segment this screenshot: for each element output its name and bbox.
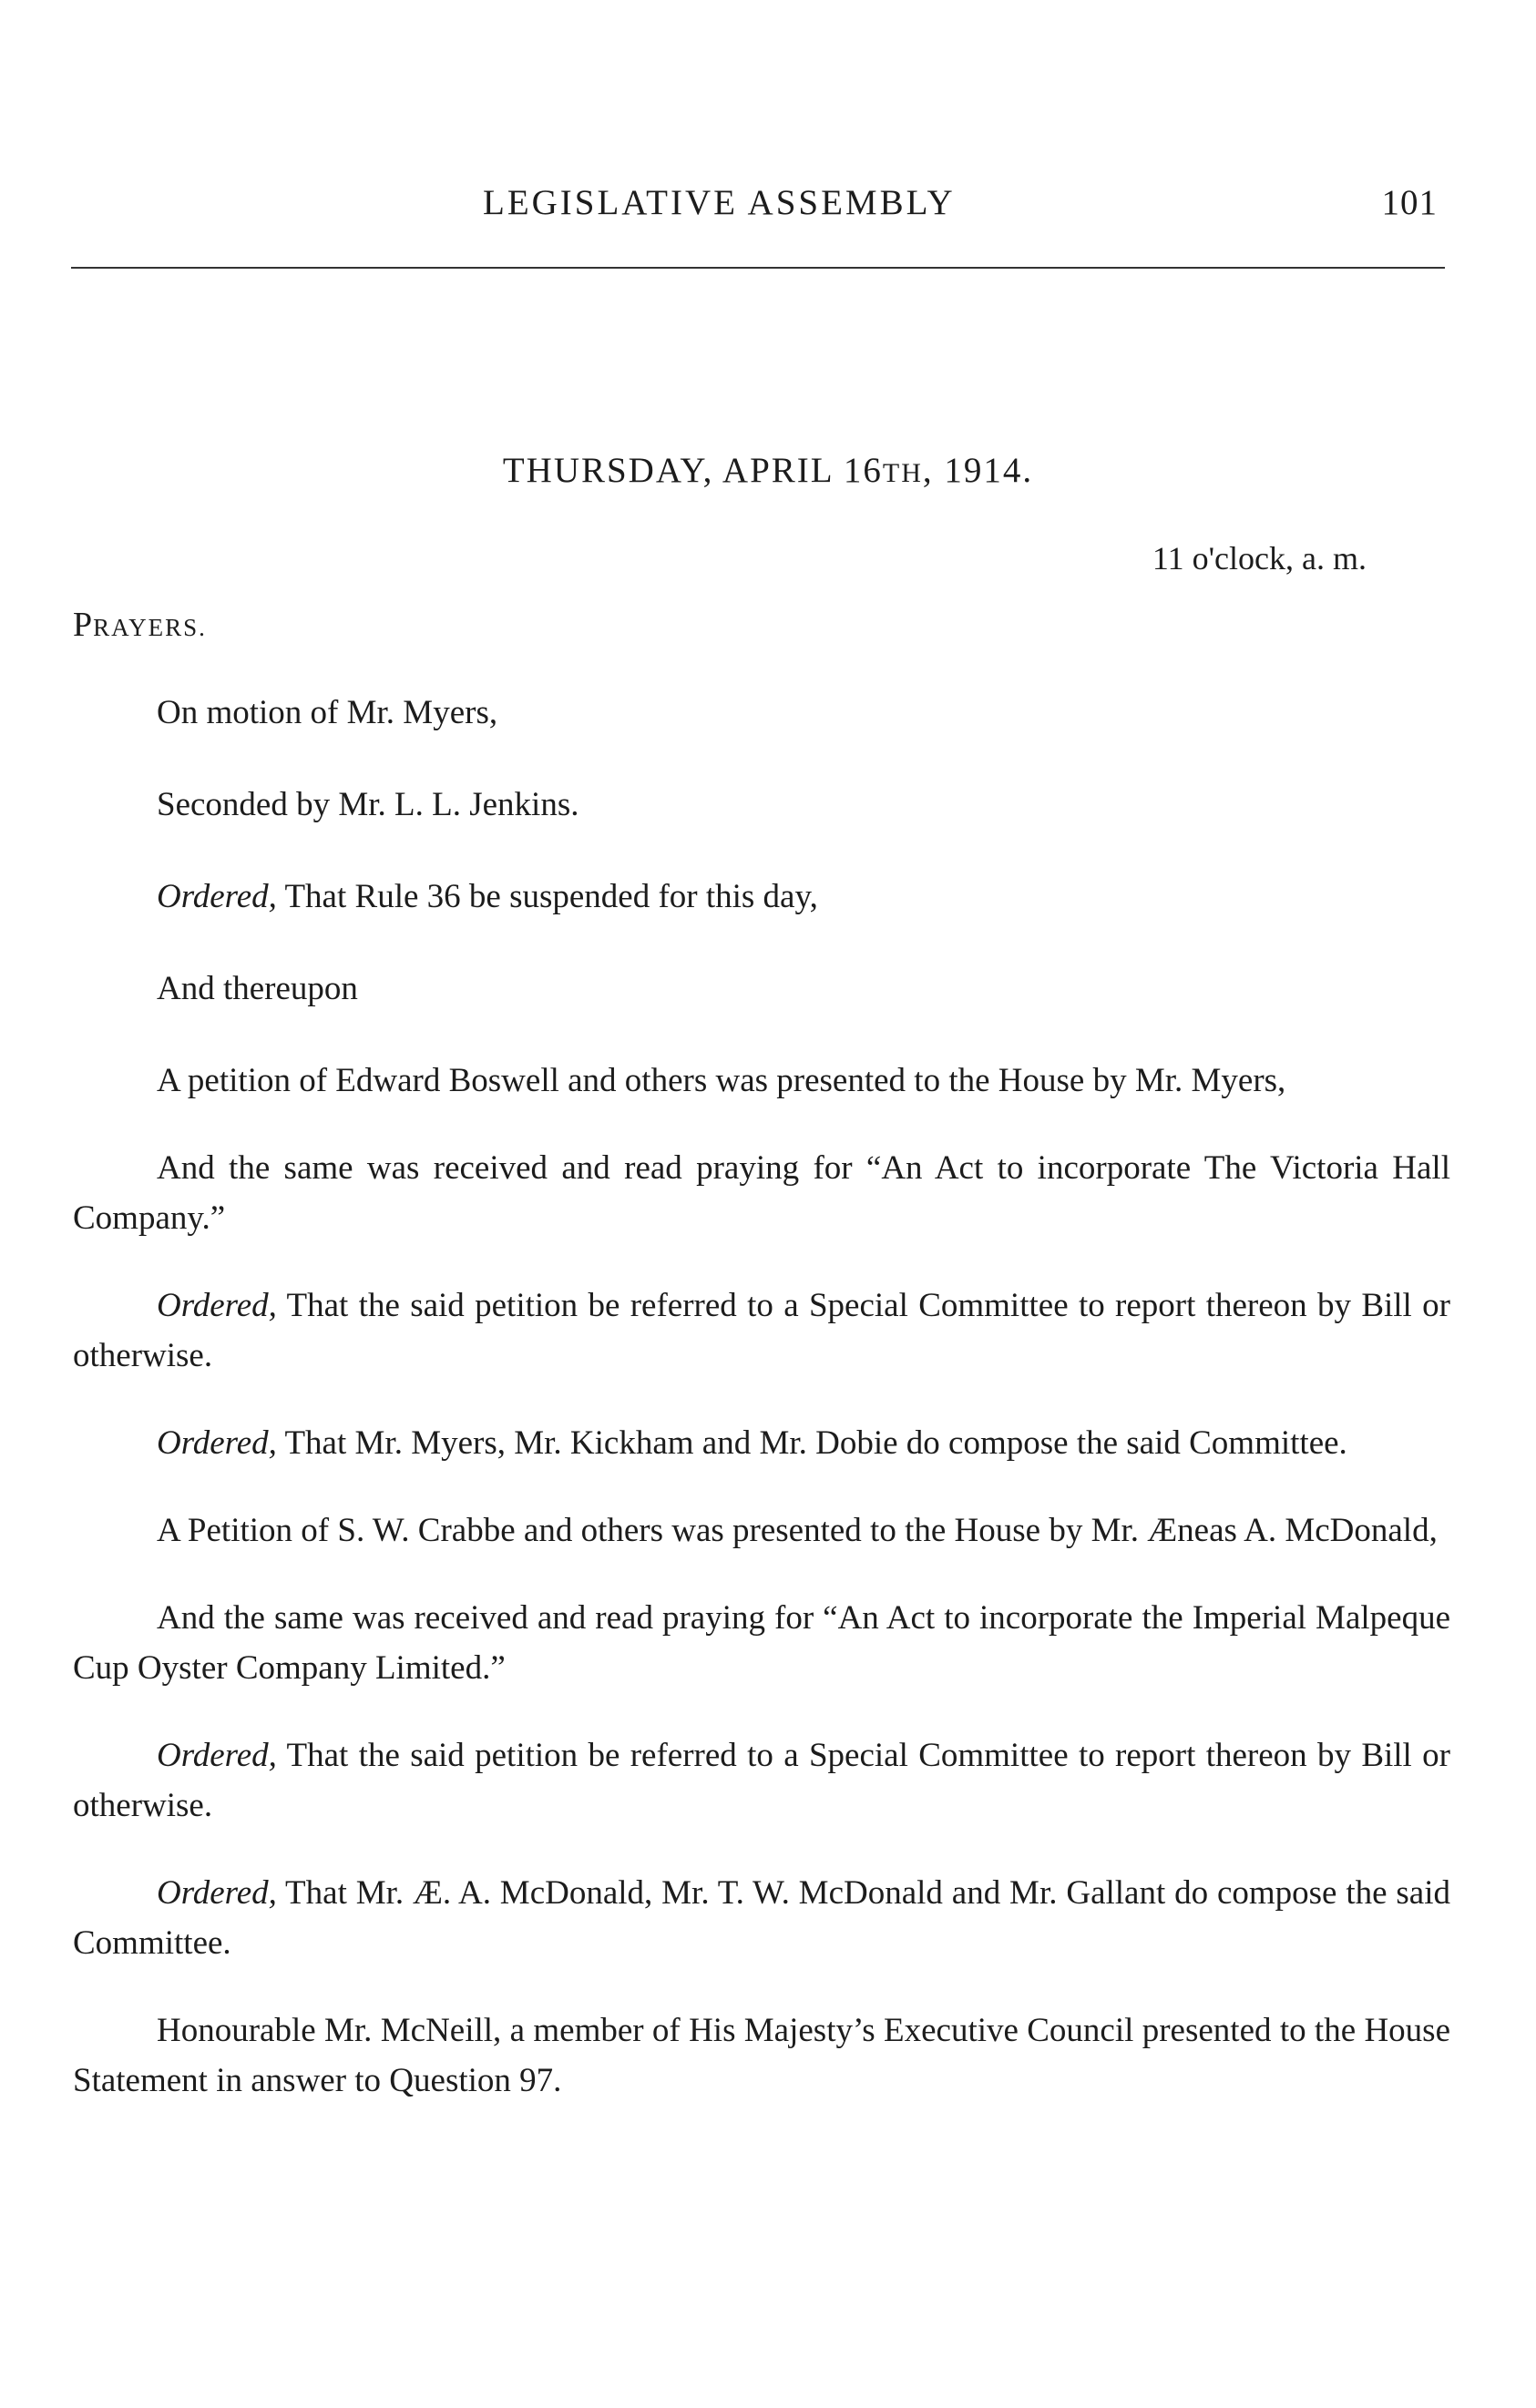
- running-title: LEGISLATIVE ASSEMBLY: [483, 183, 956, 222]
- proceedings-paragraph: [73, 1593, 1450, 1693]
- proceedings-paragraph: [73, 872, 1450, 922]
- proceedings-paragraph: [73, 1418, 1450, 1468]
- prayers-rest: RAYERS.: [93, 614, 207, 641]
- paragraph-text: That Mr. Myers, Mr. Kickham and Mr. Dobie do compose the said Committee.: [276, 1424, 1347, 1462]
- date-year: , 1914.: [922, 451, 1034, 490]
- page-number: 101: [1381, 183, 1438, 222]
- paragraph-text: And thereupon: [157, 970, 358, 1007]
- header-rule: [71, 267, 1445, 269]
- paragraph-text: That the said petition be referred to a Special Committee to report thereon by Bill or otherwise.: [73, 1737, 1450, 1824]
- ordered-label: Ordered,: [157, 1874, 277, 1912]
- ordered-label: Ordered,: [157, 878, 277, 915]
- proceedings-paragraph: [73, 1868, 1450, 1968]
- paragraph-text: Honourable Mr. McNeill, a member of His Majesty’s Executive Council presented to the House Statement in answer to Question 97.: [73, 2012, 1450, 2099]
- paragraph-text: On motion of Mr. Myers,: [157, 694, 498, 731]
- sitting-date: [0, 450, 1536, 491]
- date-prefix: THURSDAY, APRIL 16: [502, 451, 883, 490]
- proceedings-paragraph: [73, 780, 1450, 830]
- proceedings-paragraph: [73, 1730, 1450, 1831]
- proceedings-body: [73, 688, 1450, 2143]
- proceedings-paragraph: [73, 964, 1450, 1014]
- paragraph-text: And the same was received and read praying for “An Act to incorporate the Imperial Malpeque Cup Oyster Company Limited.”: [73, 1599, 1450, 1687]
- proceedings-paragraph: [73, 1281, 1450, 1381]
- ordered-label: Ordered,: [157, 1424, 277, 1462]
- proceedings-paragraph: [73, 688, 1450, 738]
- paragraph-text: A petition of Edward Boswell and others was presented to the House by Mr. Myers,: [157, 1062, 1286, 1099]
- ordered-label: Ordered,: [157, 1287, 277, 1324]
- ordered-label: Ordered,: [157, 1737, 277, 1774]
- running-head: [0, 182, 1536, 237]
- paragraph-text: And the same was received and read praying for “An Act to incorporate The Victoria Hall Company.”: [73, 1149, 1450, 1237]
- date-ordinal-suffix: TH: [882, 458, 923, 488]
- proceedings-paragraph: [73, 2005, 1450, 2106]
- paragraph-text: That the said petition be referred to a Special Committee to report thereon by Bill or otherwise.: [73, 1287, 1450, 1374]
- paragraph-text: That Mr. Æ. A. McDonald, Mr. T. W. McDonald and Mr. Gallant do compose the said Committee.: [73, 1874, 1450, 1962]
- sitting-time: 11 o'clock, a. m.: [1152, 540, 1367, 576]
- proceedings-paragraph: [73, 1143, 1450, 1243]
- paragraph-text: That Rule 36 be suspended for this day,: [276, 878, 818, 915]
- paragraph-text: A Petition of S. W. Crabbe and others was presented to the House by Mr. Æneas A. McDonald,: [157, 1512, 1438, 1549]
- prayers-initial: P: [73, 606, 94, 644]
- proceedings-paragraph: [73, 1056, 1450, 1106]
- proceedings-paragraph: [73, 1505, 1450, 1556]
- prayers-heading: [73, 605, 207, 645]
- paragraph-text: Seconded by Mr. L. L. Jenkins.: [157, 786, 579, 823]
